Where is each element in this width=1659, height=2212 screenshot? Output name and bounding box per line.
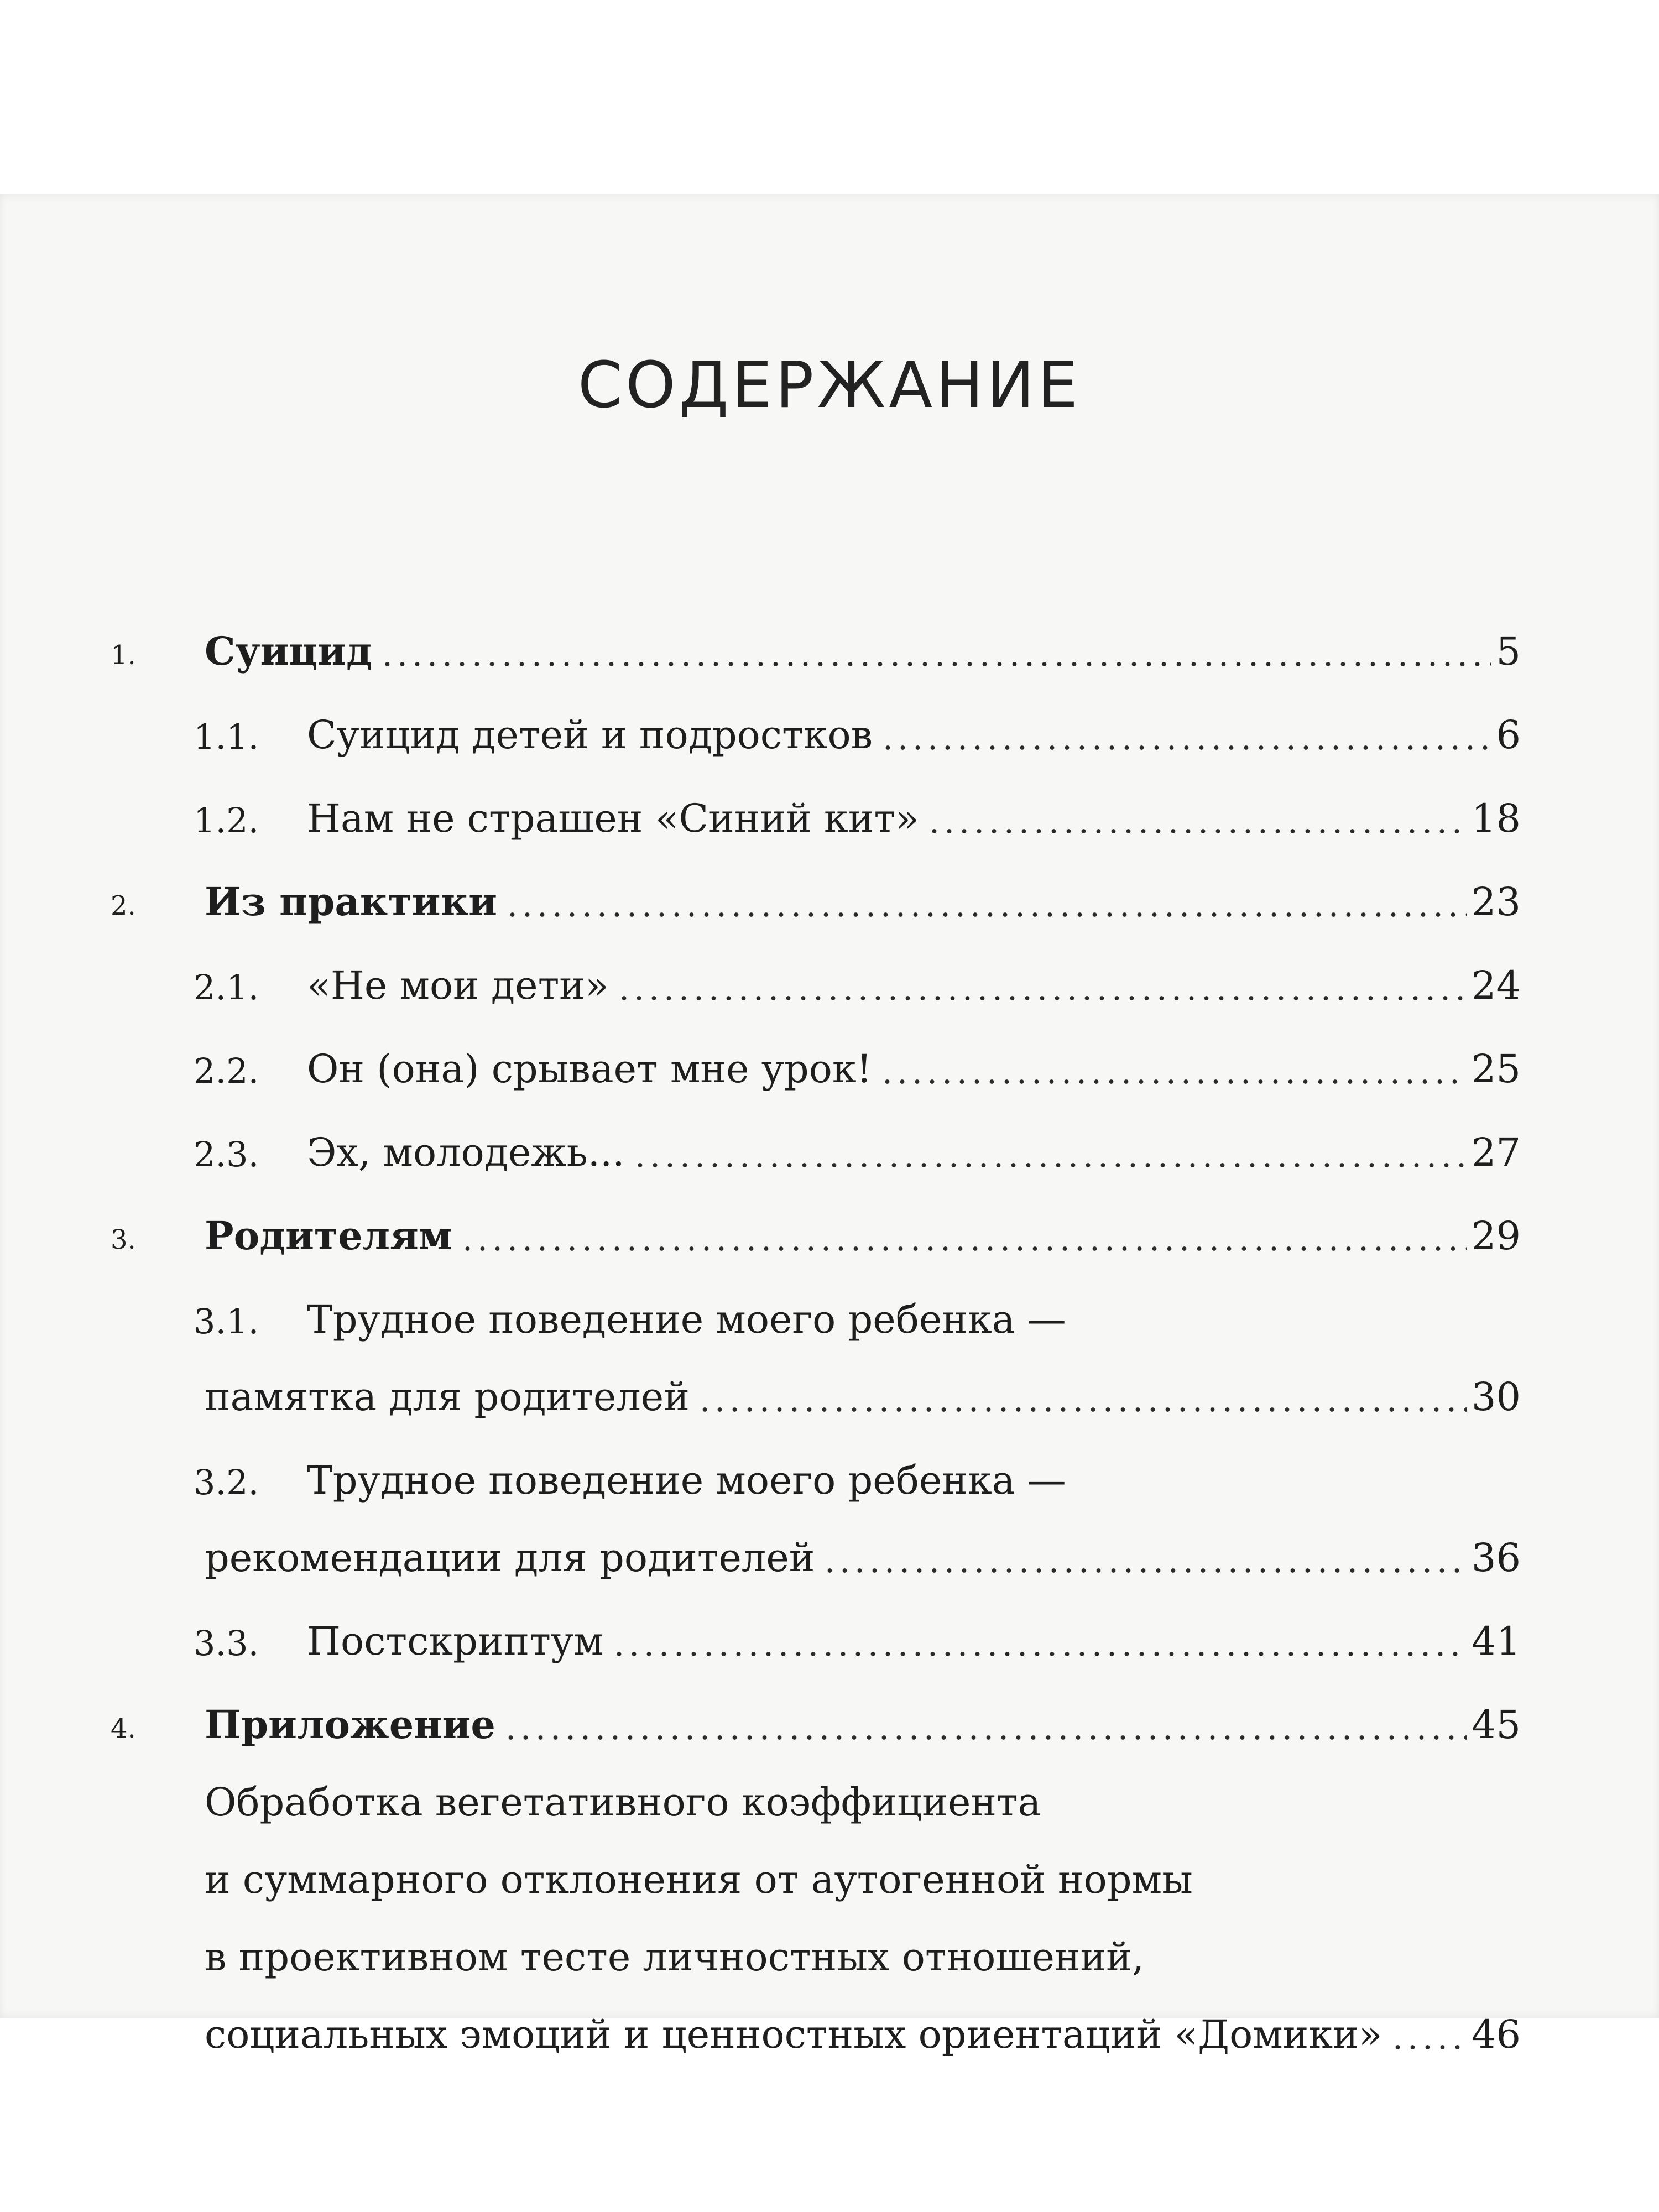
toc-entry-3-2[interactable] xyxy=(111,1426,1521,1510)
toc-page-number: 5 xyxy=(1496,629,1521,674)
appendix-text: и суммарного отклонения от аутогенной нормы xyxy=(205,1857,1193,1902)
toc-page-number: 25 xyxy=(1471,1046,1521,1092)
toc-page-number: 46 xyxy=(1471,2012,1521,2057)
toc-entry-number: 1. xyxy=(111,640,136,671)
dot-leader xyxy=(927,829,1467,833)
toc-entry-label: Трудное поведение моего ребенка — xyxy=(307,1297,1066,1342)
toc-page-number: 23 xyxy=(1471,879,1521,925)
toc-entry-number: 1.2. xyxy=(194,800,259,841)
dot-leader xyxy=(617,996,1467,1000)
toc-page-number: 45 xyxy=(1471,1702,1521,1747)
dot-leader xyxy=(880,1079,1467,1084)
toc-page-number: 6 xyxy=(1496,712,1521,758)
dot-leader xyxy=(505,912,1467,917)
toc-entry-2-2[interactable] xyxy=(111,1015,1521,1098)
toc-entry-label-continued: памятка для родителей xyxy=(205,1374,690,1420)
toc-entry-3-1-continued[interactable] xyxy=(111,1349,1521,1426)
appendix-line-1[interactable] xyxy=(111,1754,1521,1832)
appendix-line-3[interactable] xyxy=(111,1909,1521,1986)
toc-entry-label: Из практики xyxy=(205,879,498,925)
toc-entry-1-1[interactable] xyxy=(111,681,1521,764)
dot-leader xyxy=(697,1407,1467,1412)
toc-entry-number: 4. xyxy=(111,1713,136,1744)
toc-entry-label: Постскриптум xyxy=(307,1619,604,1664)
toc-page-number: 36 xyxy=(1471,1535,1521,1580)
toc-page-number: 41 xyxy=(1471,1619,1521,1664)
toc-entry-number: 3.2. xyxy=(194,1462,259,1503)
toc-entry-3-1[interactable] xyxy=(111,1265,1521,1349)
dot-leader xyxy=(633,1163,1467,1167)
toc-entry-label: Суицид детей и подростков xyxy=(307,712,873,758)
toc-entry-label: Он (она) срывает мне урок! xyxy=(307,1046,872,1092)
dot-leader xyxy=(1390,2045,1467,2049)
dot-leader xyxy=(503,1735,1467,1740)
dot-leader xyxy=(612,1652,1467,1656)
toc-entry-4[interactable] xyxy=(111,1671,1521,1754)
appendix-line-2[interactable] xyxy=(111,1832,1521,1909)
appendix-line-4[interactable] xyxy=(111,1986,1521,2064)
dot-leader xyxy=(822,1568,1467,1573)
dot-leader xyxy=(380,662,1492,666)
toc-page-number: 24 xyxy=(1471,963,1521,1008)
toc-entry-number: 2.2. xyxy=(194,1051,259,1091)
toc-entry-number: 3.3. xyxy=(194,1623,259,1663)
toc-entry-number: 1.1. xyxy=(194,717,259,757)
toc-page-number: 27 xyxy=(1471,1130,1521,1175)
toc-entry-1-2[interactable] xyxy=(111,764,1521,848)
toc-entry-number: 3. xyxy=(111,1224,136,1255)
toc-entry-3-3[interactable] xyxy=(111,1587,1521,1671)
toc-entry-label: Приложение xyxy=(205,1702,495,1747)
appendix-text: социальных эмоций и ценностных ориентаций «Домики» xyxy=(205,2012,1383,2057)
appendix-text: в проективном тесте личностных отношений, xyxy=(205,1934,1145,1980)
table-of-contents xyxy=(111,597,1521,2064)
appendix-text: Обработка вегетативного коэффициента xyxy=(205,1780,1041,1825)
toc-entry-1[interactable] xyxy=(111,597,1521,681)
toc-page-number: 18 xyxy=(1471,796,1521,841)
dot-leader xyxy=(460,1246,1467,1251)
toc-entry-label: Нам не страшен «Синий кит» xyxy=(307,796,919,841)
toc-entry-label: Эх, молодежь... xyxy=(307,1130,625,1175)
toc-page-number: 29 xyxy=(1471,1213,1521,1259)
toc-entry-label: Родителям xyxy=(205,1213,452,1259)
toc-entry-2-3[interactable] xyxy=(111,1098,1521,1182)
toc-entry-label: Суицид xyxy=(205,628,372,674)
toc-page-number: 30 xyxy=(1471,1374,1521,1420)
dot-leader xyxy=(880,745,1491,750)
toc-entry-number: 2.1. xyxy=(194,967,259,1008)
toc-entry-2[interactable] xyxy=(111,848,1521,931)
page-title: СОДЕРЖАНИЕ xyxy=(577,348,1082,422)
toc-entry-label-continued: рекомендации для родителей xyxy=(205,1535,815,1580)
toc-entry-label: «Не мои дети» xyxy=(307,963,609,1008)
toc-entry-label: Трудное поведение моего ребенка — xyxy=(307,1458,1066,1503)
toc-entry-3-2-continued[interactable] xyxy=(111,1510,1521,1587)
toc-entry-number: 2.3. xyxy=(194,1134,259,1175)
toc-entry-2-1[interactable] xyxy=(111,931,1521,1015)
toc-entry-3[interactable] xyxy=(111,1182,1521,1265)
toc-entry-number: 3.1. xyxy=(194,1301,259,1342)
toc-entry-number: 2. xyxy=(111,890,136,921)
